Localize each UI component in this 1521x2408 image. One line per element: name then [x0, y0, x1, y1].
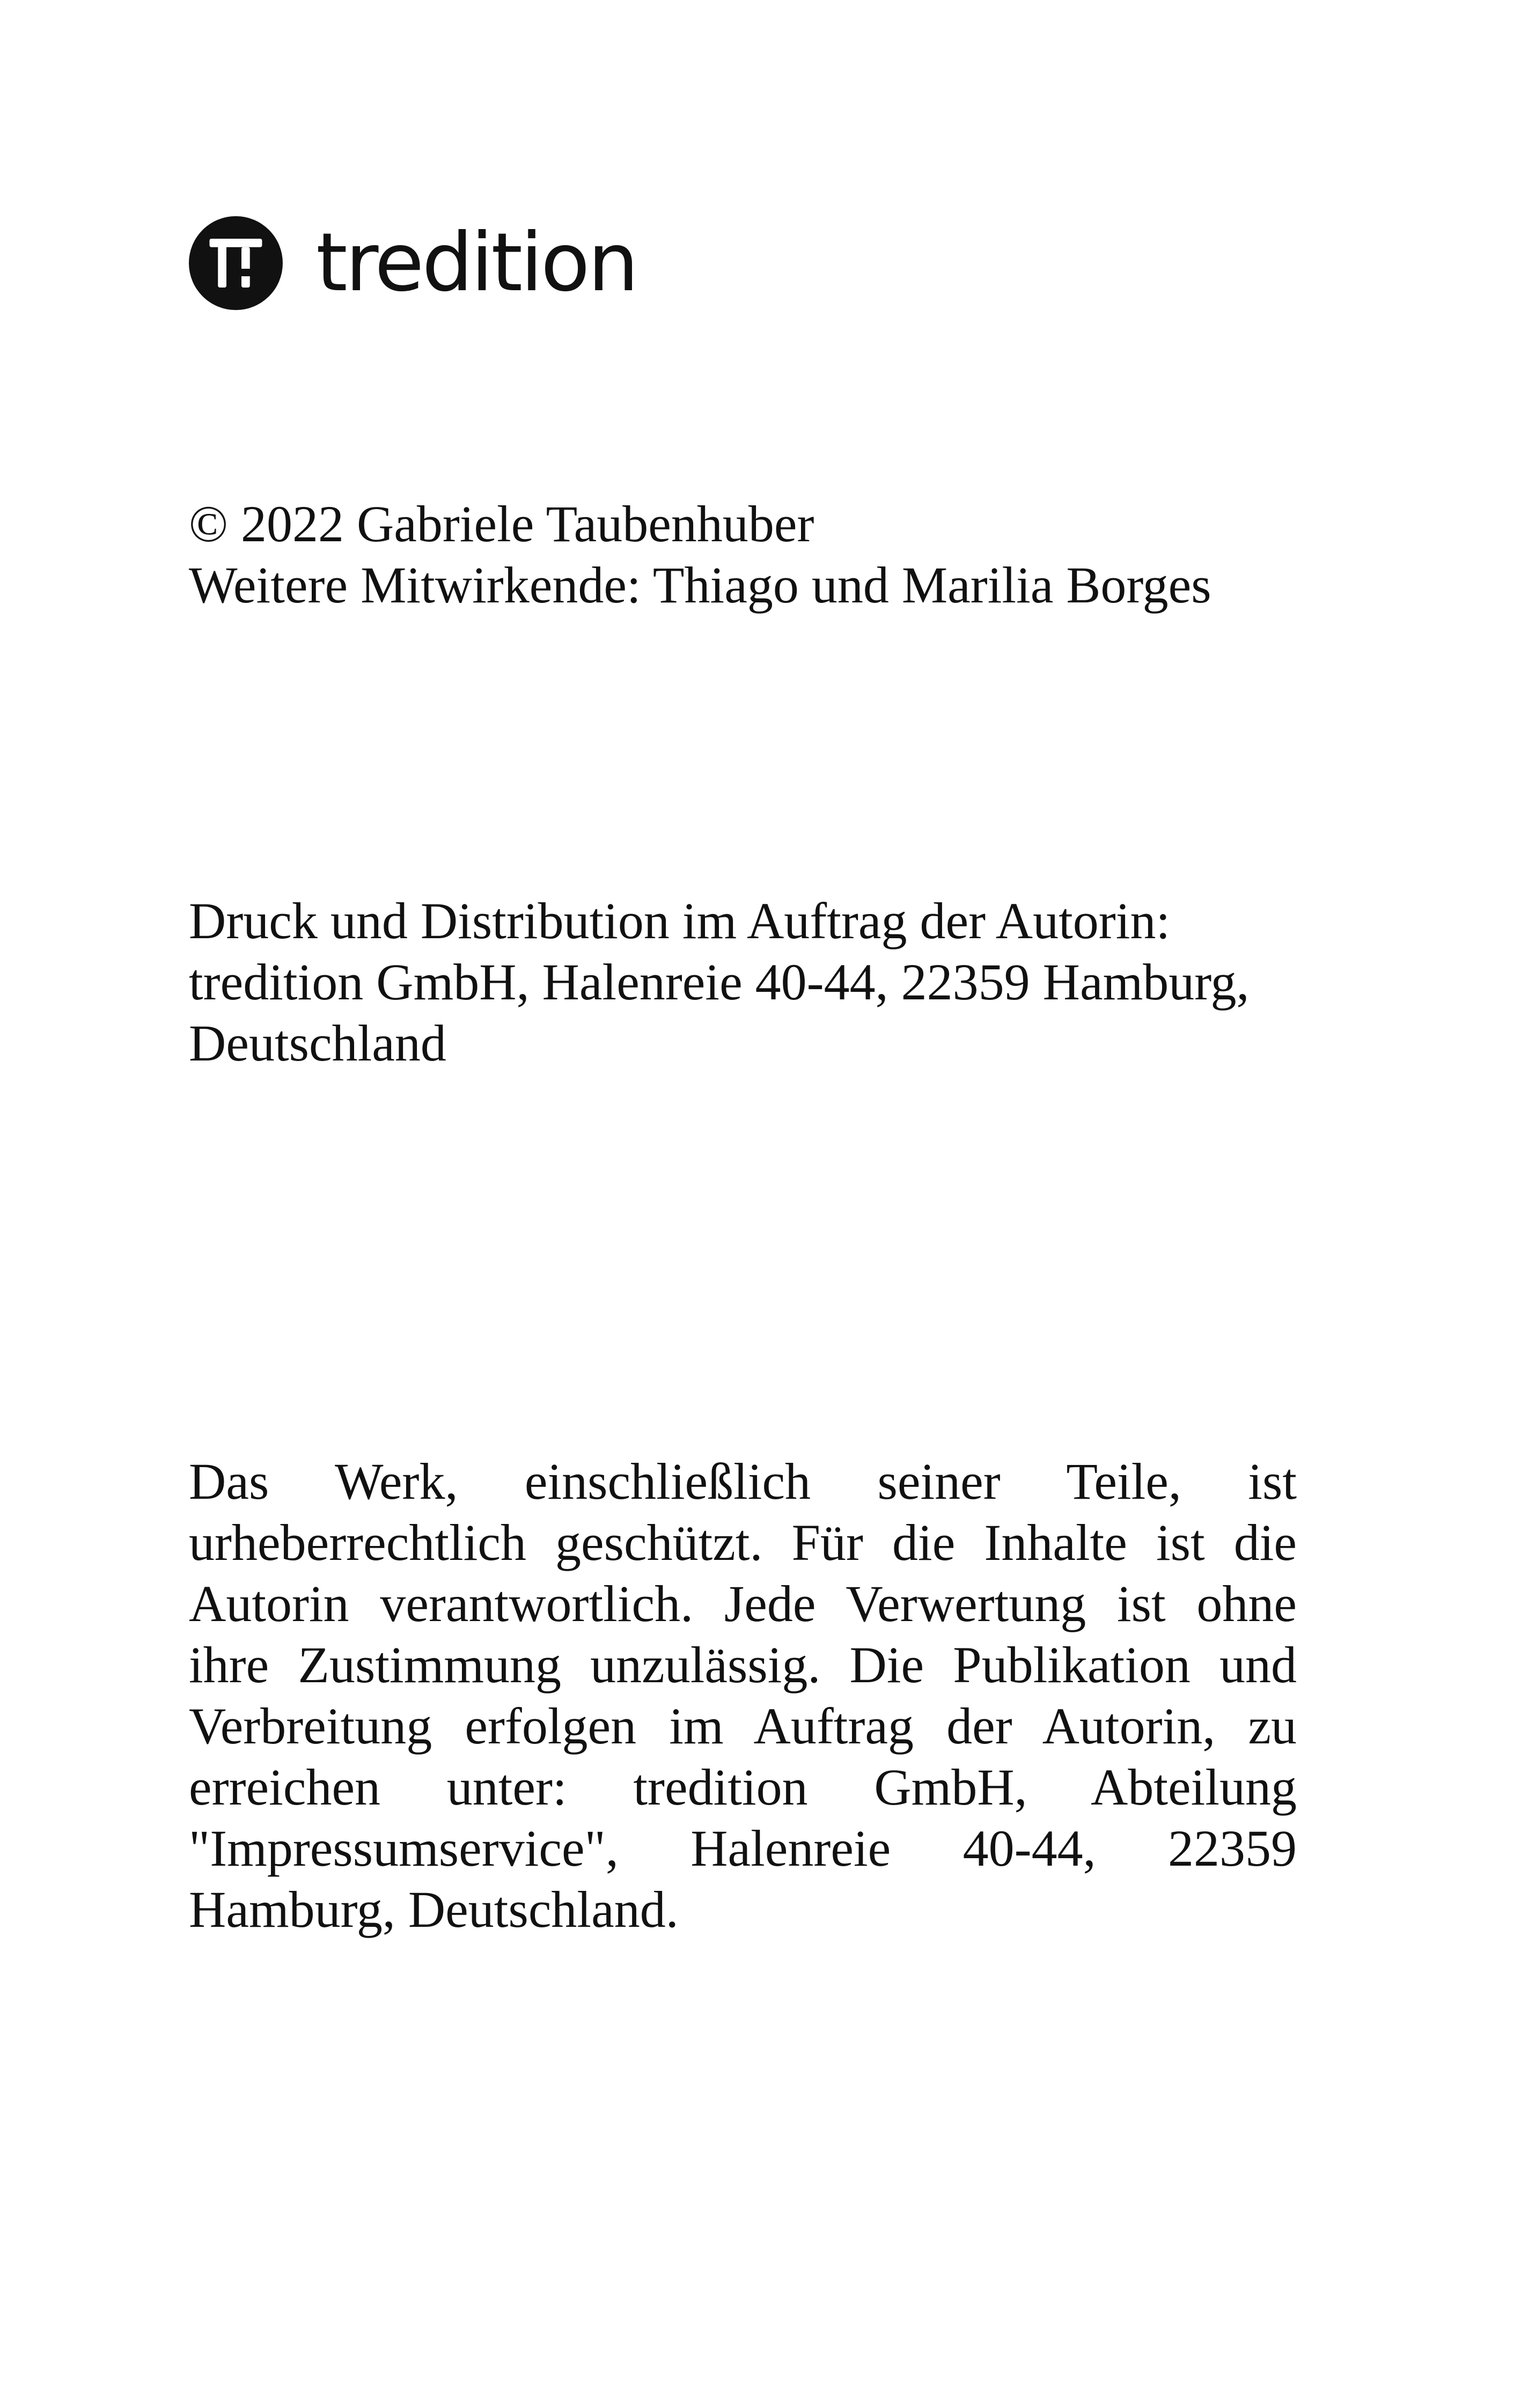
legal-line: ihre Zustimmung unzulässig. Die Publikation und: [189, 1636, 1297, 1693]
tredition-logo-icon: [189, 216, 283, 310]
legal-notice: [189, 1451, 1297, 1940]
printing-line-3: Deutschland: [189, 1014, 446, 1072]
legal-line: urheberrechtlich geschützt. Für die Inhalte ist die: [189, 1514, 1297, 1571]
legal-line: "Impressumservice", Halenreie 40-44, 22359: [189, 1820, 1297, 1877]
printing-line-1: Druck und Distribution im Auftrag der Autorin:: [189, 892, 1171, 949]
contributors-line: Weitere Mitwirkende: Thiago und Marilia Borges: [189, 556, 1211, 614]
printing-distribution-block: [189, 890, 1297, 1074]
publisher-logo: [189, 215, 637, 311]
publisher-wordmark: tredition: [316, 216, 637, 310]
legal-line: Verbreitung erfolgen im Auftrag der Autorin, zu: [189, 1697, 1297, 1755]
copyright-block: [189, 494, 1297, 616]
legal-line: Das Werk, einschließlich seiner Teile, ist: [189, 1453, 1297, 1510]
legal-line: Autorin verantwortlich. Jede Verwertung ist ohne: [189, 1575, 1297, 1632]
printing-line-2: tredition GmbH, Halenreie 40-44, 22359 Hamburg,: [189, 953, 1250, 1011]
legal-line: erreichen unter: tredition GmbH, Abteilung: [189, 1758, 1297, 1816]
legal-line: Hamburg, Deutschland.: [189, 1881, 679, 1938]
copyright-line: © 2022 Gabriele Taubenhuber: [189, 495, 814, 553]
